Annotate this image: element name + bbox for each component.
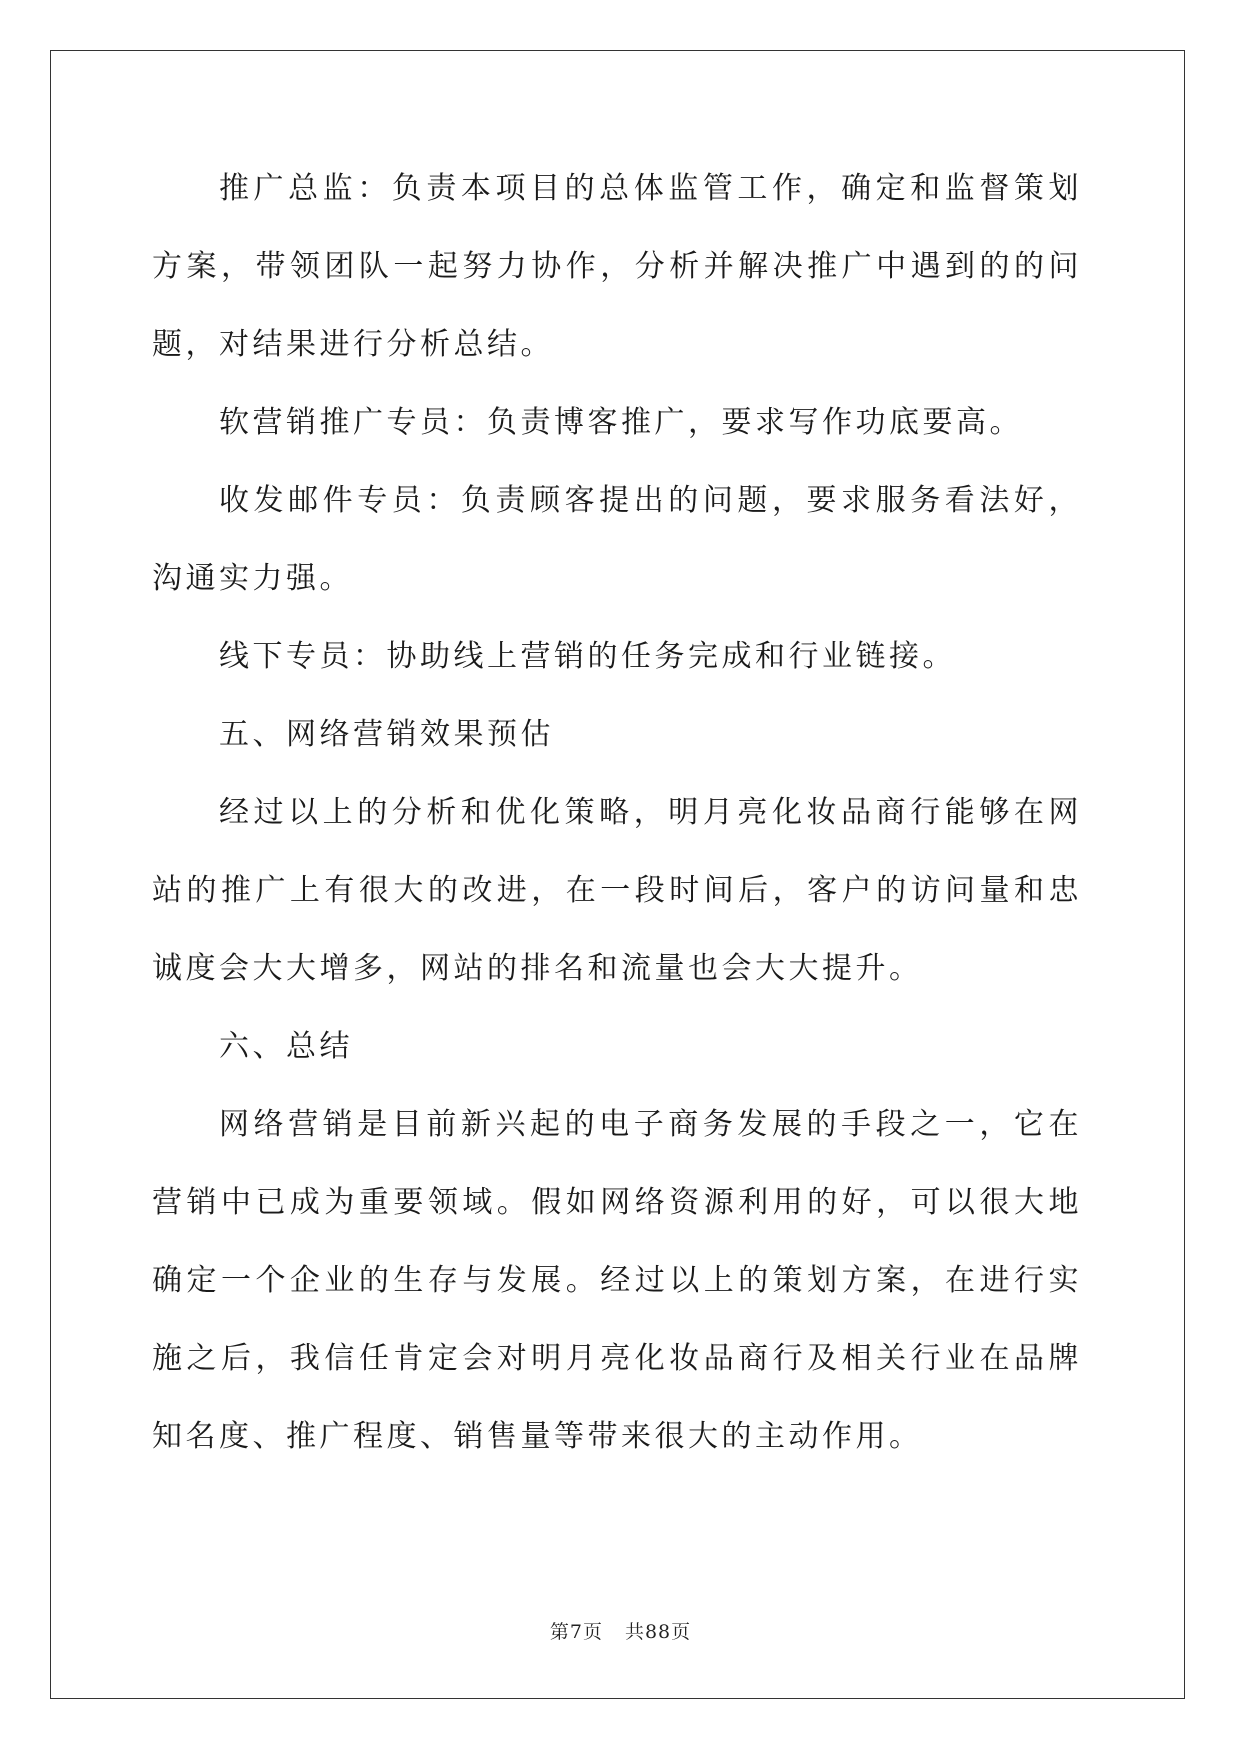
paragraph-offline-specialist: 线下专员：协助线上营销的任务完成和行业链接。 <box>219 639 956 674</box>
document-body <box>152 150 1082 1476</box>
page-footer <box>0 1617 1241 1644</box>
page-total: 共88页 <box>624 1621 692 1643</box>
paragraph-director: 推广总监：负责本项目的总体监管工作，确定和监督策划方案，带领团队一起努力协作，分析并解决推广中遇到的的问题，对结果进行分析总结。 <box>152 171 1082 362</box>
paragraph-summary: 网络营销是目前新兴起的电子商务发展的手段之一，它在营销中已成为重要领域。假如网络资源利用的好，可以很大地确定一个企业的生存与发展。经过以上的策划方案，在进行实施之后，我信任肯定会对明月亮化妆品商行及相关行业在品牌知名度、推广程度、销售量等带来很大的主动作用。 <box>152 1107 1082 1454</box>
page-number: 第7页 <box>549 1621 603 1643</box>
paragraph-effect-estimate: 经过以上的分析和优化策略，明月亮化妆品商行能够在网站的推广上有很大的改进，在一段时间后，客户的访问量和忠诚度会大大增多，网站的排名和流量也会大大提升。 <box>152 795 1082 986</box>
paragraph-soft-marketing: 软营销推广专员：负责博客推广，要求写作功底要高。 <box>219 405 1023 440</box>
section-heading-6: 六、总结 <box>219 1029 353 1064</box>
paragraph-email-specialist: 收发邮件专员：负责顾客提出的问题，要求服务看法好，沟通实力强。 <box>152 483 1082 596</box>
section-heading-5: 五、网络营销效果预估 <box>219 717 554 752</box>
